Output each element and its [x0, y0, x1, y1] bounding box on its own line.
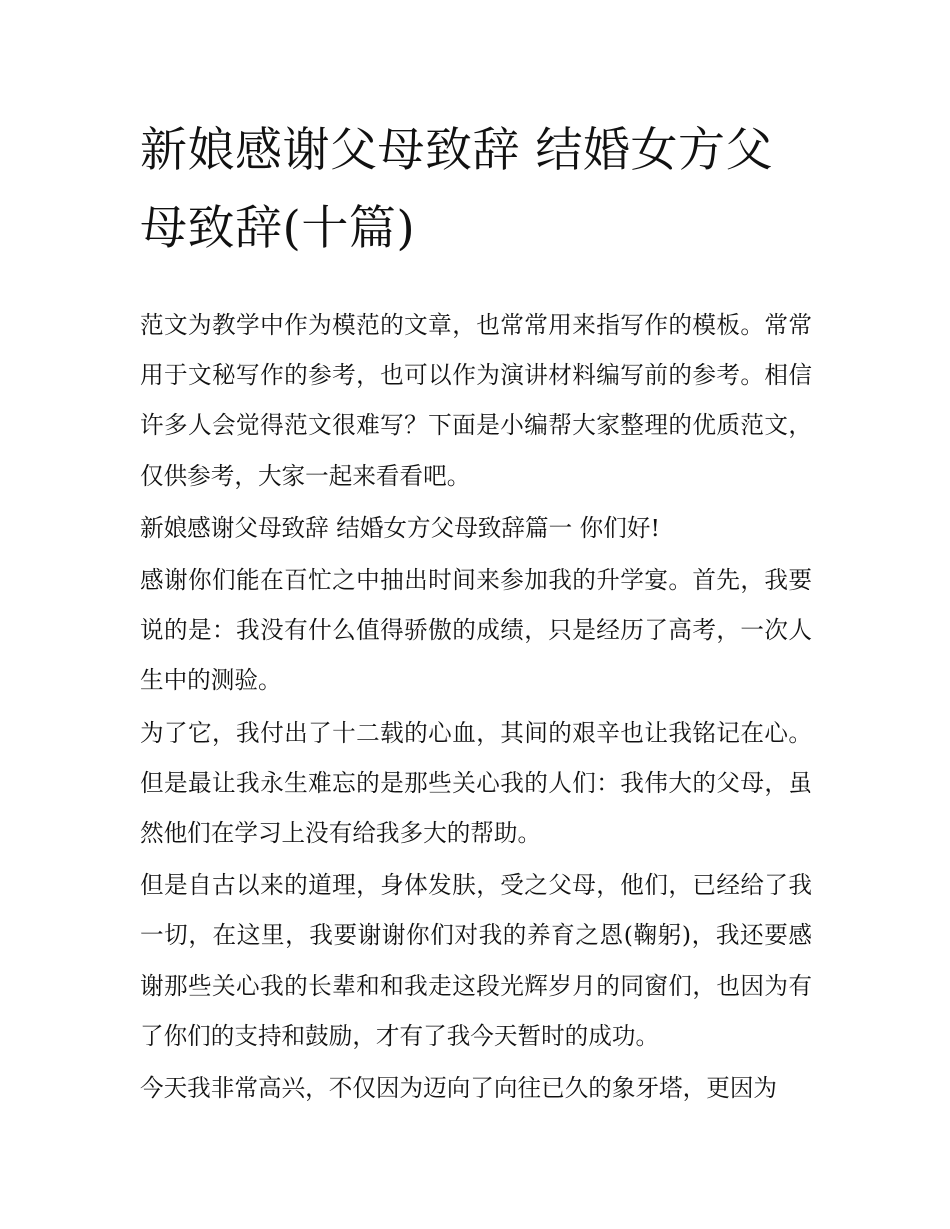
- paragraph-section-heading: 新娘感谢父母致辞 结婚女方父母致辞篇一 你们好!: [140, 513, 660, 542]
- paragraph-intro: 范文为教学中作为模范的文章，也常常用来指写作的模板。常常用于文秘写作的参考，也可以作为演讲材料编写前的参考。相信许多人会觉得范文很难写？下面是小编帮大家整理的优质范文，仅供参考，大家一起来看看吧。: [140, 311, 812, 490]
- document-page: [140, 112, 812, 1115]
- document-title: 新娘感谢父母致辞 结婚女方父母致辞(十篇): [140, 123, 773, 256]
- paragraph-effort: 为了它，我付出了十二载的心血，其间的艰辛也让我铭记在心。但是最让我永生难忘的是那些关心我的人们：我伟大的父母，虽然他们在学习上没有给我多大的帮助。: [140, 718, 812, 848]
- paragraph-closing: 今天我非常高兴，不仅因为迈向了向往已久的象牙塔，更因为: [140, 1074, 778, 1103]
- document-body: [140, 300, 812, 1113]
- paragraph-parents: 但是自古以来的道理，身体发肤，受之父母，他们，已经给了我一切，在这里，我要谢谢你们对我的养育之恩(鞠躬)，我还要感谢那些关心我的长辈和和我走这段光辉岁月的同窗们，也因为有了你们的支持和鼓励，才有了我今天暂时的成功。: [140, 871, 812, 1050]
- paragraph-thanks: 感谢你们能在百忙之中抽出时间来参加我的升学宴。首先，我要说的是：我没有什么值得骄傲的成绩，只是经历了高考，一次人生中的测验。: [140, 566, 812, 695]
